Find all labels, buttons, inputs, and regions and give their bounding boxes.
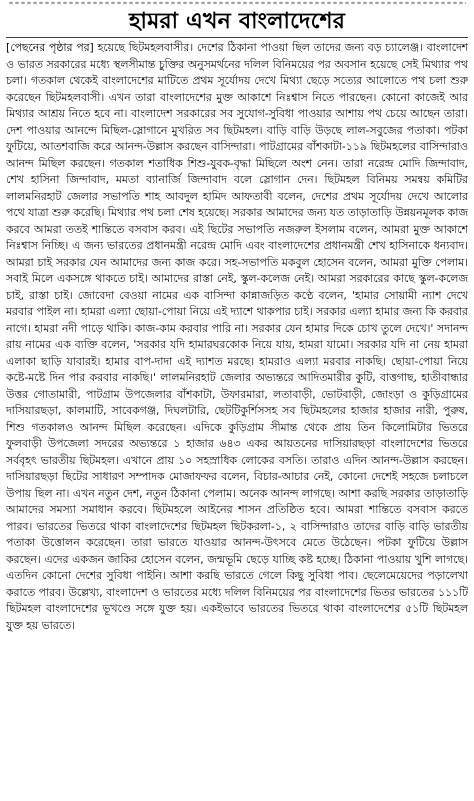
cropped-text-remnant <box>8 1 466 4</box>
top-cropped-strip <box>0 0 474 6</box>
headline-container <box>0 8 474 36</box>
headline-rule <box>6 37 468 38</box>
jump-reference: [পেছনের পৃষ্ঠার পর] <box>6 41 94 54</box>
article-text: হয়েছে ছিটমহলবাসীর। দেশের ঠিকানা পাওয়া ছিল তাদের জন্য বড় চ্যালেঞ্জ। বাংলাদেশ ও ভারত সরকারের মধ্যে স্থলসীমান্ত চুক্তির অনুসমর্থনের দলিল বিনিময়ের পর অবসান হয়েছে সেই মিথ্যার পথ চলা। গতকাল থেকেই বাংলাদেশের মাটিতে প্রথম সূর্যোদয় দেখে মিথ্যা ছেড়ে সত্যের আলোতে পথ চলা শুরু করেছেন ছিটমহলবাসী। এখন তারা বাংলাদেশের মুক্ত আকাশে নিঃশ্বাস নিতে পারছেন। কোনো কাজেই আর মিথ্যার আশ্রয় নিতে হবে না। বাংলাদেশ সরকারের সব সুযোগ-সুবিধা পাওয়ার আশায় পথ চেয়ে আছেন তারা। দেশ পাওয়ার আনন্দে মিছিল-স্লোগানে মুখরিত সব ছিটমহল। বাড়ি বাড়ি উড়ছে লাল-সবুজের পতাকা। পটকা ফুটিয়ে, আতশবাজি করে আনন্দ-উল্লাস করছেন বাসিন্দারা। পাটগ্রামের বাঁশকাটা-১১৯ ছিটমহলের বাসিন্দারাও আনন্দ মিছিল করছেন। গতকাল শতাধিক শিশু-যুবক-বৃদ্ধা মিছিলে অংশ নেন। তারা নরেন্দ্র মোদি জিন্দাবাদ, শেখ হাসিনা জিন্দাবাদ, মমতা ব্যানার্জি জিন্দাবাদ বলে স্লোগান দেন। ছিটমহল বিনিময় সমন্বয় কমিটির লালমনিরহাট জেলার সভাপতি শাহ আবদুল হামিদ আফতাবী বলেন, দেশের প্রথম সূর্যোদয় দেখে আলোর পথে যাত্রা শুরু করেছি। মিথ্যার পথ চলা শেষ হয়েছে। সরকার আমাদের জন্য যত তাড়াতাড়ি উন্নয়নমূলক কাজ করবে আমরা ততই শান্তিতে বসবাস করব। এই ছিটের সভাপতি নজরুল ইসলাম বলেন, আমরা মুক্ত আকাশে নিঃশ্বাস নিচ্ছি। এ জন্য ভারতের প্রধানমন্ত্রী নরেন্দ্র মোদি এবং বাংলাদেশের প্রধানমন্ত্রী শেখ হাসিনাকে ধন্যবাদ। আমরা চাই সরকার যেন আমাদের জন্য কাজ করে। সহ-সভাপতি মকবুল হোসেন বলেন, আমরা মুক্তি পেলাম। সবাই মিলে একসঙ্গে থাকতে চাই। আমাদের রাস্তা নেই, স্কুল-কলেজ নেই। আমরা সরকারের কাছে স্কুল-কলেজ চাই, রাস্তা চাই। জোবেদা বেওয়া নামের এক বাসিন্দা কান্নাজড়িত কণ্ঠে বলেন, 'হামার সোয়ামী ন্যাশ দেখে মরবার পাইল না। হামরা এল্যা ছোয়া-পোয়া নিয়ে এই দ্যাশে থাকপার চাই। সরকার এল্যা হামার জন্য কি করবার নাগে। হামরা নদী পাড়ে থাকি। কাজ-কাম করবার পারি না। সরকার যেন হামার দিকে চোখ তুলে দেখে।' সদানন্দ রায় নামের এক ব্যক্তি বলেন, 'সরকার যদি হামারঘরকোক নিয়ে যায়, হামরা যামো। সরকার যদি না নেয় হামরা এলাকা ছাড়ি যাবারই। হামার বাপ-দাদা এই দ্যাশত মরছে। হামরাও এল্যা মরবার নাকছি। ছোয়া-পোয়া নিয়ে কষ্টে-মষ্টে দিন পার করবার নাকছি।' লালমনিরহাট জেলার অভ্যন্তরে আদিতমারীর কুটি, বাত্তগাছ, হাতীবান্ধার উত্তর গোতামারী, পাটগ্রাম উপজেলার বাঁশকাটা, উফারমারা, লতাবাড়ী, ভোটবাড়ী, জোংড়া ও কুড়িগ্রামের দাসিয়ারছড়া, কালমাটি, সাবেকগঞ্জ, দিঘলটারি, ছেটটিকুর্শিসসহ সব ছিটমহলের হাজার হাজার নারী, পুরুষ, শিশু গতকালও আনন্দ মিছিল করেছেন। এদিকে কুড়িগ্রাম সীমান্ত থেকে প্রায় তিন কিলোমিটার ভিতরে ফুলবাড়ী উপজেলা সদরের অভ্যন্তরে ১ হাজার ৬৪৩ একর আয়তনের দাসিয়ারছড়া বাংলাদেশের ভিতরে সর্ববৃহৎ ভারতীয় ছিটমহল। এখানে প্রায় ১০ সহস্রাধিক লোকের বসতি। তারাও এদিন আনন্দ-উল্লাস করছেন। দাসিয়ারছড়া ছিটের সাধারণ সম্পাদক মোজাফফর বলেন, বিচার-আচার নেই, কোনো দেশেই সহজে চলাচলে উপায় ছিল না। এখন নতুন দেশ, নতুন ঠিকানা পেলাম। অনেক আনন্দ লাগছে। আশা করছি সরকার তাড়াতাড়ি আমাদের সমস্যা সমাধান করবে। ছিটমহলে আইনের শাসন প্রতিষ্ঠিত হবে। আমরা শান্তিতে বসবাস করতে পারব। ভারতের ভিতরে থাকা বাংলাদেশের ছিটমহল ছিটকরলা-১, ২ বাসিন্দারাও তাদের বাড়ি বাড়ি ভারতীয় পতাকা উত্তোলন করেছেন। তারা ভারতে যাওয়ার আনন্দ-উৎসবে মেতে উঠেছেন। পটকা ফুটিয়ে উল্লাস করছেন। এদের একজন জাকির হোসেন বলেন, জন্মভূমি ছেড়ে যাচ্ছি কষ্ট হচ্ছে। ঠিকানা পাওয়ায় খুশি লাগছে। এতদিন কোনো দেশের সুবিধা পাইনি। আশা করছি ভারতে গেলে কিছু সুবিধা পাব। ছেলেমেয়েদের পড়ালেখা করাতে পারব। উল্লেখ্য, বাংলাদেশ ও ভারতের মধ্যে দলিল বিনিময়ের পর বাংলাদেশের ভিতর ভারতের ১১১টি ছিটমহল বাংলাদেশের ভূখণ্ডে সঙ্গে যুক্ত হয়। একইভাবে ভারতের ভিতরে থাকা বাংলাদেশের ৫১টি ছিটমহল যুক্ত হয় ভারতে। <box>6 41 468 632</box>
headline: হামরা এখন বাংলাদেশের <box>128 9 346 34</box>
article-body <box>6 40 468 798</box>
